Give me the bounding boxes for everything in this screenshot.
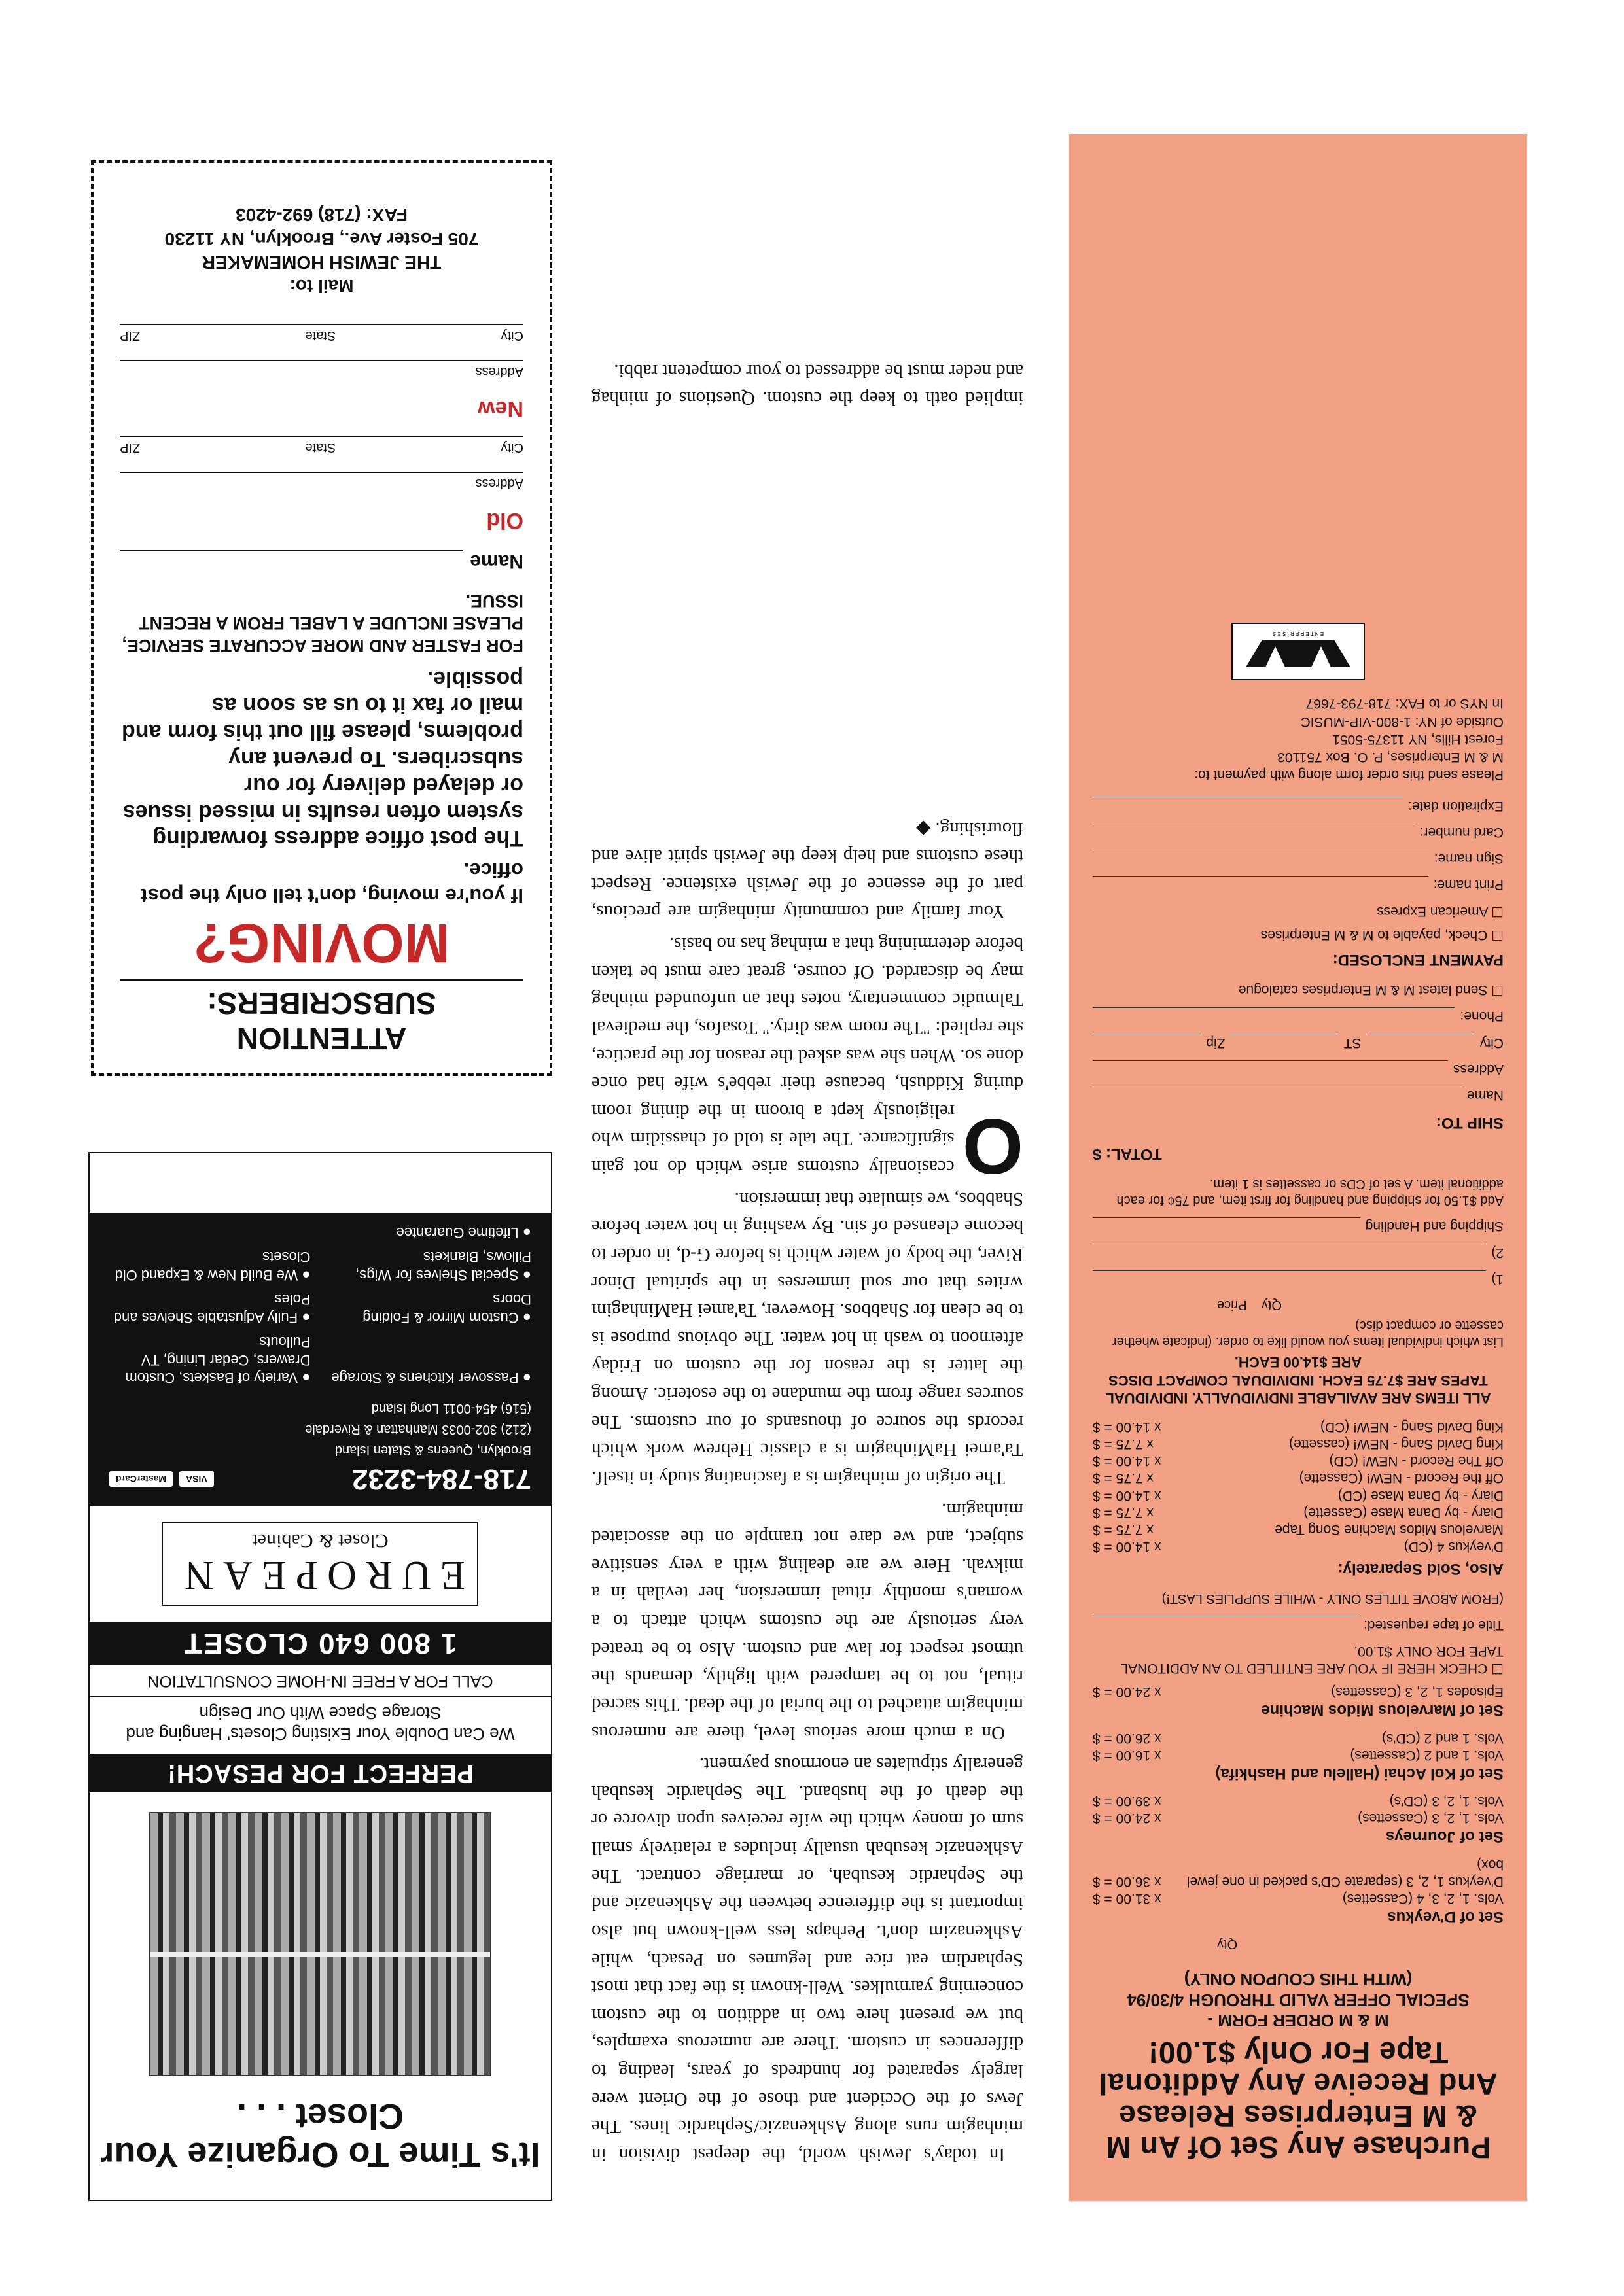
order-mail-to: Please send this order form along with payment to: M & M Enterprises, P. O. Box 751103 Forest Hills, NY 11375-5051 Outside of NY: 1-800-VIP-MUSIC In NYS or to FAX: 718-793-7667 (1194, 696, 1504, 783)
sub-mail-to: Mail to: THE JEWISH HOMEMAKER 705 Foster Ave., Brooklyn, NY 11230 FAX: (718) 692-4203 (164, 205, 479, 297)
old-address-field[interactable]: Address (120, 472, 523, 491)
catalogue-checkbox[interactable]: ☐ Send latest M & M Enterprises catalogue (1238, 983, 1504, 998)
article-paragraph: In today's Jewish world, the deepest division in minhagim runs along Ashkenazic/Sephardic lines. The Jews of the Occident and those of the Orient were largely separated for hundreds of years, leading to differences in custom. There are numerous examples, but we present here two in addition to the custom concerning yarmulkes. Well-known is the fact that most Sephardim eat rice and legumes on Pesach, while Ashkenazim don't. Perhaps less well-known but also important is the difference between the Ashkenazic and the Sephardic kesubah, or marriage contract. The Ashkenazic kesubah usually includes a relatively small sum of money which the wife receives upon divorce or the death of the husband. The Sephardic kesubah generally stipulates an enormous payment. (591, 1754, 1023, 2165)
expiration-field[interactable]: Expiration date: (1093, 797, 1504, 814)
new-city-field[interactable]: City State ZIP (120, 324, 523, 343)
order-subhead: M & M ORDER FORM - SPECIAL OFFER VALID THROUGH 4/30/94 (WITH THIS COUPON ONLY) (1127, 1970, 1470, 2030)
set-journeys: Set of Journeys Vols. 1, 2, 3 (Cassettes) x 24.00 = $ Vols. 1, 2, 3 (CD's) x 39.00 = $ (1093, 1794, 1504, 1846)
right-column (91, 134, 552, 2201)
subscriber-coupon: ATTENTION SUBSCRIBERS: MOVING? If you're moving, don't tell only the post office. The post office address forwarding system often results in missed issues or delayed delivery for our subscribers. To prevent any problems, please fill out this form and mail or fax it to us as soon as possible. FOR FASTER AND MORE ACCURATE SERVICE, PLEASE INCLUDE A LABEL FROM A RECENT ISSUE. Name Old Address City State ZIP New Address City State ZIP Mail to: THE JEWISH HOMEMAKER 705 Foster Ave., Brooklyn, NY 11230 FAX: (718) 692-4203 (91, 160, 552, 1076)
print-name-field[interactable]: Print name: (1093, 876, 1504, 893)
set-midos-machine: Set of Marvelous Midos Machine Episodes 1, 2, 3 (Cassettes) x 24.00 = $ (1093, 1684, 1504, 1720)
amex-checkbox[interactable]: ☐ American Express (1377, 903, 1504, 919)
article-paragraph: On a much more serious level, there are numerous minhagim attached to the burial of the dead. This sacred ritual, not to be tampered with lightly, demands the utmost respect for law and custom. Also to be treated very seriously are the customs which attach to a woman's monthly ritual immersion, her tevilah in a mikvah. Here we are dealing with a very sensitive subject, and we dare not trample on the associated minhagim. (591, 1499, 1023, 1743)
set-kol-achai: Set of Kol Achai (Hallelu and Hashkifa) Vols. 1 and 2 (Cassettes) x 16.00 = $ Vols. 1 and 2 (CD's) x 26.00 = $ (1093, 1730, 1504, 1783)
sub-name-field[interactable]: Name (120, 550, 523, 572)
mm-logo-icon (1231, 623, 1365, 680)
closet-photo (149, 1812, 492, 2076)
sign-name-field[interactable]: Sign name: (1093, 850, 1504, 867)
shipping-field[interactable]: Shipping and Handling (1093, 1217, 1504, 1234)
individual-line-1[interactable]: 1) (1093, 1270, 1504, 1287)
visa-icon: VISA (179, 1471, 214, 1487)
also-list: D'veykus 4 (CD) x 14.00 = $ Marvelous Midos Machine Song Tape x 7.75 = $ Diary - by Dana Mase (Cassette) x 7.75 = $ Diary - by Dana Mase (CD) x 14.00 = $ Off the Record - NEW! (Cassette) x 7.75 = $ Off The Record - NEW! (CD) x 14.00 = $ King David Sang - NEW! (cassette) x 7.75 = $ King David Sang - NEW! (CD) x 14.00 = $ (1093, 1419, 1504, 1555)
closet-ad: It's Time To Organize Your Closet . . . PERFECT FOR PESACH! We Can Double Your Existing Closets' Hanging and Storage Space With Our Design CALL FOR A FREE IN-HOME CONSULTATION 1 800 640 CLOSET EUROPEAN Closet & Cabinet 718-784-3232 VISA MasterCard Brooklyn, Queens & Staten Island (212) 302-0033 Manhattan & Riverdale (516) 454-0011 Long Island ● Passover Kitchens & Storage ● Variety of Baskets, Custom Drawers, Cedar Lining, TV Pullouts ● Custom Mirror & Folding Doors ● Fully Adjustable Shelves and Poles ● Special Shelves for Wigs, Pillows, Blankets ● We Build New & Expand Old Closets ● Lifetime Guarantee (88, 1152, 552, 2201)
article-body (591, 415, 1023, 2168)
closet-headline: It's Time To Organize Your Closet . . . (100, 2096, 540, 2174)
article-intro: implied oath to keep the custom. Questions of minhag and neder must be addressed to your competent rabbi. (591, 360, 1023, 409)
old-city-field[interactable]: City State ZIP (120, 436, 523, 455)
mastercard-icon: MasterCard (109, 1471, 173, 1487)
article-dropcap-paragraph: O ccasionally customs arise which do not gain significance. The tale is told of chassidim who religiously kept a broom in the dining room during Kiddush, because their rebbe's wife had once done so. When she was asked the reason for the practice, she replied: "The room was dirty." Tosafos, the medieval Talmudic commentary, notes that an unfounded minhag may be discarded. Of course, great care must be taken before determining that a minhag has no basis. (591, 933, 1023, 1191)
total-field[interactable]: TOTAL: $ (1093, 1145, 1162, 1164)
article-paragraph: The origin of minhagim is a fascinating study in itself. Ta'amei HaMinhagim is a classic Hebrew work which records the source of thousands of our customs. The sources range from the mundane to the esoteric. Among the latter is the reason for the custom on Friday afternoon to wash in hot water. The obvious purpose is to be clean for Shabbos. However, Ta'amei HaMinhagim writes that our soul immerses in the spiritual Dinor River, the body of water which is before G-d, in order to become cleansed of sin. By washing in hot water before Shabbos, we simulate that immersion. (591, 1188, 1023, 1488)
address-field[interactable]: Address (1093, 1060, 1504, 1077)
set-dveykus: Set of D'veykus Vols. 1, 2, 3, 4 (Cassettes) x 31.00 = $ D'veykus 1, 2, 3 (separate CD's packed in one jewel box) x 36.00 = $ (1093, 1856, 1504, 1926)
qty-label: Qty (1217, 1937, 1238, 1952)
tape-requested-field[interactable]: Title of tape requested: (1093, 1616, 1504, 1633)
card-number-field[interactable]: Card number: (1093, 824, 1504, 841)
name-field[interactable]: Name (1093, 1087, 1504, 1104)
dropcap: O (962, 1102, 1023, 1191)
svg-text:E N T E R P R I S E S: E N T E R P R I S E S (1272, 631, 1324, 637)
additional-tape-checkbox[interactable]: ☐ CHECK HERE IF YOU ARE ENTITLED TO AN ADDITONAL TAPE FOR ONLY $1.00. (1121, 1644, 1504, 1677)
new-address-field[interactable]: Address (120, 360, 523, 379)
article-closing: Your family and community minhagim are precious, part of the essence of the Jewish existence. Respect these customs and help keep the Jewish spirit alive and flourishing. ◆ (591, 818, 1023, 923)
closet-contact: 718-784-3232 VISA MasterCard Brooklyn, Queens & Staten Island (212) 302-0033 Manhattan & Riverdale (516) 454-0011 Long Island ● Passover Kitchens & Storage ● Variety of Baskets, Custom Drawers, Cedar Lining, TV Pullouts ● Custom Mirror & Folding Doors ● Fully Adjustable Shelves and Poles ● Special Shelves for Wigs, Pillows, Blankets ● We Build New & Expand Old Closets ● Lifetime Guarantee (90, 1213, 551, 1506)
check-checkbox[interactable]: ☐ Check, payable to M & M Enterprises (1260, 928, 1504, 943)
closet-band: PERFECT FOR PESACH! (90, 1754, 551, 1792)
order-headline: Purchase Any Set Of An M & M Enterprises Release And Receive Any Additonal Tape For Only $1.00! (1099, 2036, 1498, 2165)
european-logo: EUROPEAN Closet & Cabinet (162, 1522, 479, 1606)
order-form: Purchase Any Set Of An M & M Enterprises Release And Receive Any Additonal Tape For Only $1.00! M & M ORDER FORM - SPECIAL OFFER VALID THROUGH 4/30/94 (WITH THIS COUPON ONLY) Qty Set of D'veykus Vols. 1, 2, 3, 4 (Cassettes) x 31.00 = $ D'veykus 1, 2, 3 (separate CD's packed in one jewel box) x 36.00 = $ Set of Journeys Vols. 1, 2, 3 (Cassettes) x 24.00 = $ Vols. 1, 2, 3 (CD's) x 39.00 = $ Set of Kol Achai (Hallelu and Hashkifa) Vols. 1 and 2 (Cassettes) x 16.00 = $ Vols. 1 and 2 (CD's) x 26.00 = $ Set of Marvelous Midos Machine Episodes 1, 2, 3 (Cassettes) x 24.00 = $ ☐ CHECK HERE IF YOU ARE ENTITLED TO AN ADDITONAL TAPE FOR ONLY $1.00. Title of tape requested: (FROM ABOVE TITLES ONLY - WHILE SUPPLIES LAST!) Also, Sold Separately: D'veykus 4 (CD) x 14.00 = $ Marvelous Midos Machine Song Tape x 7.75 = $ Diary - by Dana Mase (Cassette) x 7.75 = $ Diary - by Dana Mase (CD) x 14.00 = $ Off the Record - NEW! (Cassette) x 7.75 = $ Off The Record - NEW! (CD) x 14.00 = $ King David Sang - NEW! (cassette) x 7.75 = $ King David Sang - NEW! (CD) x 14.00 = $ ALL ITEMS ARE AVAILABLE INDIVIDUALLY. INDIVIDUAL TAPES ARE $7.75 EACH. INDIVIDUAL COMPACT DISCS ARE $14.00 EACH. List which individual items you would like to order. (indicate whether cassette or compact disc) Qty Price 1) 2) Shipping and Handling Add $1.50 for shipping and handling for first item, and 75¢ for each additional item. A set of CDs or cassettes is 1 item. TOTAL: $ SHIP TO: Name Address City ST Zip Phone: ☐ Send latest M & M Enterprises catalogue PAYMENT ENCLOSED: ☐ Check, payable to M & M Enterprises ☐ American Express Print name: Sign name: Card number: Expiration date: Please send this order form along with payment to: M & M Enterprises, P. O. Box 751103 Forest Hills, NY 11375-5051 Outside of NY: 1-800-VIP-MUSIC In NYS or to FAX: 718-793-7667 E N T E R P R I S E S (1069, 134, 1527, 2201)
individual-line-2[interactable]: 2) (1093, 1244, 1504, 1261)
city-field[interactable]: City ST Zip (1093, 1034, 1504, 1051)
closet-tollfree[interactable]: 1 800 640 CLOSET (90, 1622, 551, 1665)
individual-title: ALL ITEMS ARE AVAILABLE INDIVIDUALLY. INDIVIDUAL TAPES ARE $7.75 EACH. INDIVIDUAL COMPACT DISCS ARE $14.00 EACH. (1105, 1354, 1491, 1407)
closet-features: ● Passover Kitchens & Storage ● Variety of Baskets, Custom Drawers, Cedar Lining, TV Pullouts ● Custom Mirror & Folding Doors ● Fully Adjustable Shelves and Poles ● Special Shelves for Wigs, Pillows, Blankets ● We Build New & Expand Old Closets ● Lifetime Guarantee (109, 1223, 531, 1387)
closet-phone[interactable]: 718-784-3232 (351, 1463, 531, 1496)
phone-field[interactable]: Phone: (1093, 1007, 1504, 1024)
